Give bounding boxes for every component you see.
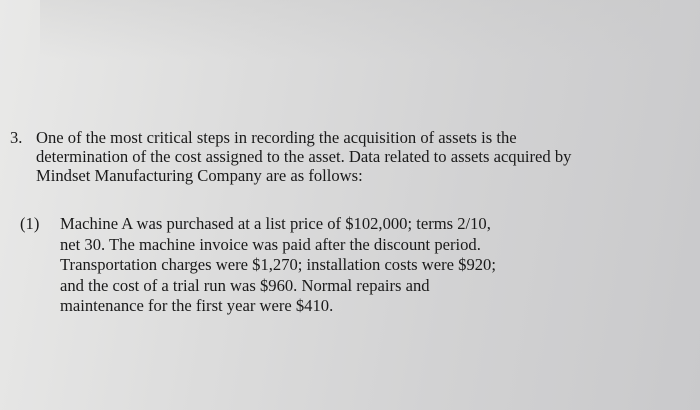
sub-item-line-3: Transportation charges were $1,270; installation costs were $920; xyxy=(60,255,496,274)
paper-shadow xyxy=(40,0,660,60)
question-text xyxy=(36,128,691,185)
question-line-1: One of the most critical steps in recording the acquisition of assets is the xyxy=(36,128,517,147)
sub-item-text xyxy=(60,214,660,317)
sub-item-label: (1) xyxy=(20,214,40,233)
sub-item-line-2: net 30. The machine invoice was paid after the discount period. xyxy=(60,234,481,254)
sub-item-line-4: and the cost of a trial run was $960. Normal repairs and xyxy=(60,275,430,295)
question-line-2: determination of the cost assigned to the asset. Data related to assets acquired by xyxy=(36,147,572,166)
sub-item-line-5: maintenance for the first year were $410. xyxy=(60,296,334,315)
sub-item-line-1: Machine A was purchased at a list price of $102,000; terms 2/10, xyxy=(60,214,491,233)
question-number: 3. xyxy=(10,128,23,147)
question-line-3: Mindset Manufacturing Company are as follows: xyxy=(36,166,363,185)
